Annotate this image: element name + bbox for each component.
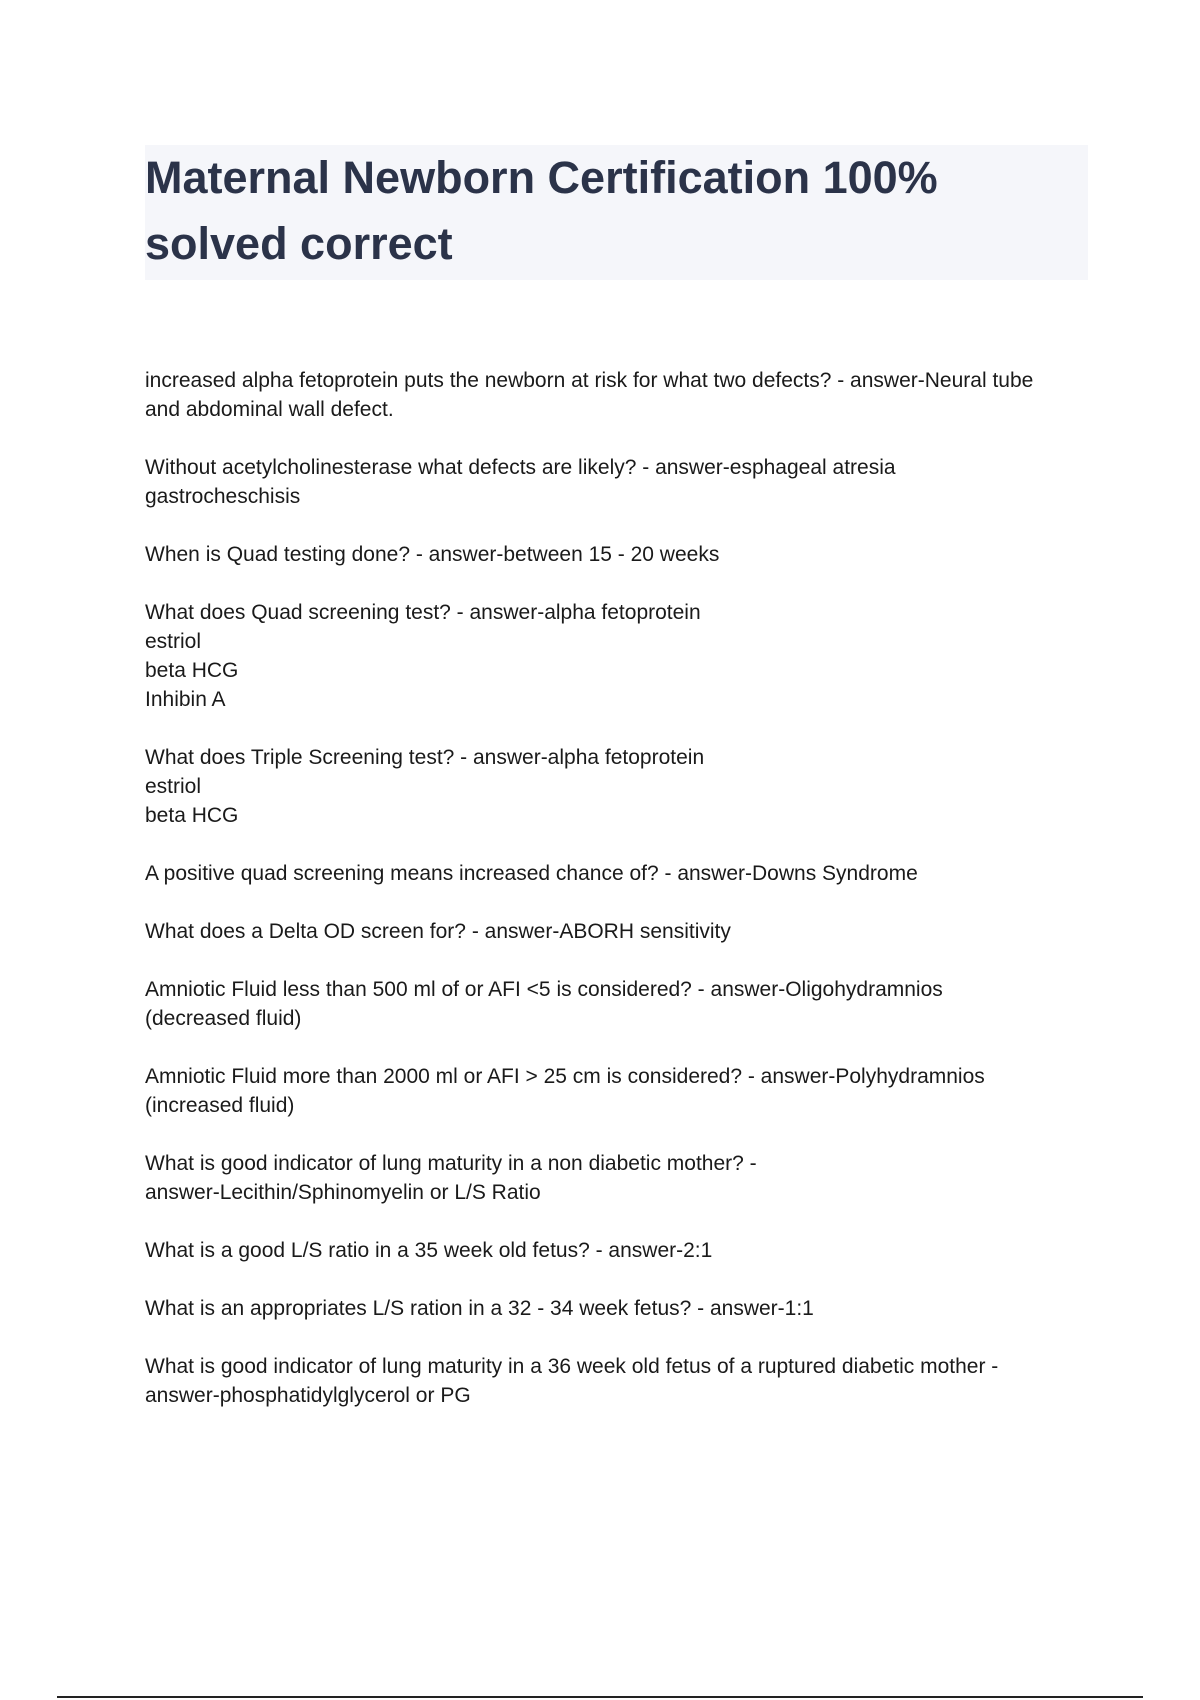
qa-item: What does Triple Screening test? - answer-alpha fetoprotein estriol beta HCG [145,746,705,827]
qa-item: What is good indicator of lung maturity in a non diabetic mother? - answer-Lecithin/Sphinomyelin or L/S Ratio [145,1152,757,1204]
qa-item: When is Quad testing done? - answer-between 15 - 20 weeks [145,543,720,566]
qa-item: What is an appropriates L/S ration in a 32 - 34 week fetus? - answer-1:1 [145,1297,814,1320]
qa-list [145,366,1095,1439]
qa-item: A positive quad screening means increased chance of? - answer-Downs Syndrome [145,862,918,885]
qa-item: increased alpha fetoprotein puts the newborn at risk for what two defects? - answer-Neural tube and abdominal wall defect. [145,369,1034,421]
qa-item: Amniotic Fluid less than 500 ml of or AFI <5 is considered? - answer-Oligohydramnios (decreased fluid) [145,978,943,1030]
document-title: Maternal Newborn Certification 100% solved correct [145,152,938,269]
footer-divider [57,1696,1143,1698]
qa-item: Without acetylcholinesterase what defects are likely? - answer-esphageal atresia gastrocheschisis [145,456,896,508]
qa-item: What is good indicator of lung maturity in a 36 week old fetus of a ruptured diabetic mother - answer-phosphatidylglycerol or PG [145,1355,999,1407]
qa-item: Amniotic Fluid more than 2000 ml or AFI > 25 cm is considered? - answer-Polyhydramnios (increased fluid) [145,1065,985,1117]
title-banner [145,145,1088,280]
qa-item: What is a good L/S ratio in a 35 week old fetus? - answer-2:1 [145,1239,713,1262]
qa-item: What does Quad screening test? - answer-alpha fetoprotein estriol beta HCG Inhibin A [145,601,701,711]
qa-item: What does a Delta OD screen for? - answer-ABORH sensitivity [145,920,731,943]
